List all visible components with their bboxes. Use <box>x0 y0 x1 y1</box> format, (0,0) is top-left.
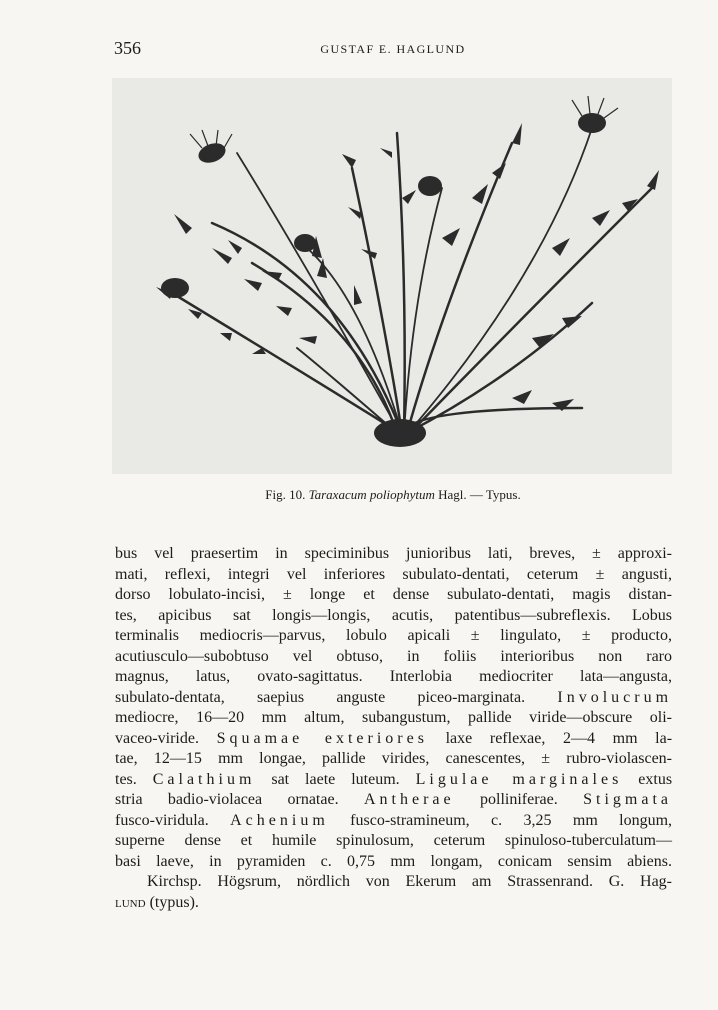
text-segment: fusco-viridula. <box>115 811 209 829</box>
text-line: mati, reflexi, integri vel inferiores subulato-dentati, ceterum ± angusti, <box>115 565 672 583</box>
calathium-term: Calathium <box>152 770 256 788</box>
caption-taxon: Taraxacum poliophytum <box>308 487 435 502</box>
antherae-term: Antherae <box>363 791 455 808</box>
caption-suffix: Hagl. — Typus. <box>438 487 521 502</box>
text-line <box>115 811 672 832</box>
text-segment: sat laete luteum. <box>271 770 400 788</box>
text-line <box>115 770 672 791</box>
running-head-title: GUSTAF E. HAGLUND <box>320 42 466 56</box>
text-segment: tes. <box>115 770 137 788</box>
text-line: bus vel praesertim in speciminibus junioribus lati, breves, ± approxi- <box>115 545 672 562</box>
achenium-term: Achenium <box>230 811 329 829</box>
plant-photograph <box>112 78 672 474</box>
text-segment: (typus). <box>145 893 199 911</box>
locality-line: Kirchsp. Högsrum, nördlich von Ekerum am Strassenrand. G. Hag- <box>147 873 672 890</box>
text-line: tae, 12—15 mm longae, pallide virides, canescentes, ± rubro-violascen- <box>115 750 672 767</box>
running-header <box>114 38 672 60</box>
caption-prefix: Fig. 10. <box>265 487 306 502</box>
text-line <box>115 729 672 750</box>
text-segment: subulato-dentata, saepius anguste piceo-marginata. <box>115 688 526 706</box>
text-line: dorso lobulato-incisi, ± longe et dense subulato-dentati, magis distan- <box>115 586 672 603</box>
text-segment: vaceo-viride. <box>115 729 199 747</box>
text-segment: fusco-stramineum, c. 3,25 mm longum, <box>350 811 673 829</box>
ligulae-term: Ligulae marginales <box>415 770 623 788</box>
text-line: magnus, latus, ovato-sagittatus. Interlobia mediocriter lata—angusta, <box>115 668 672 685</box>
author-small-caps: lund <box>115 893 146 911</box>
text-line: tes, apicibus sat longis—longis, acutis, patentibus—subreflexis. Lobus <box>115 606 672 624</box>
stigmata-term: Stigmata <box>583 791 673 808</box>
text-line: acutiusculo—subobtuso vel obtuso, in foliis interioribus non raro <box>115 647 672 665</box>
squamae-term: Squamae exteriores <box>216 729 428 747</box>
body-text <box>115 544 672 913</box>
dandelion-specimen-illustration <box>112 78 672 474</box>
text-segment: polliniferae. <box>480 791 558 808</box>
page-number: 356 <box>114 38 141 58</box>
text-segment: stria badio-violacea ornatae. <box>115 791 339 808</box>
text-line: superne dense et humile spinulosum, ceterum spinuloso-tuberculatum— <box>115 832 672 849</box>
text-line <box>115 688 672 709</box>
text-line: terminalis mediocris—parvus, lobulo apicali ± lingulato, ± producto, <box>115 627 672 644</box>
text-line <box>115 790 672 811</box>
text-line: mediocre, 16—20 mm altum, subangustum, pallide viride—obscure oli- <box>115 709 672 726</box>
text-line: basi laeve, in pyramiden c. 0,75 mm longam, conicam sensim abiens. <box>115 852 672 870</box>
locality-line <box>115 893 672 914</box>
text-segment: extus <box>638 770 673 788</box>
text-segment: laxe reflexae, 2—4 mm la- <box>445 729 673 747</box>
involucrum-term: Involucrum <box>557 688 673 706</box>
figure-caption <box>114 487 672 503</box>
